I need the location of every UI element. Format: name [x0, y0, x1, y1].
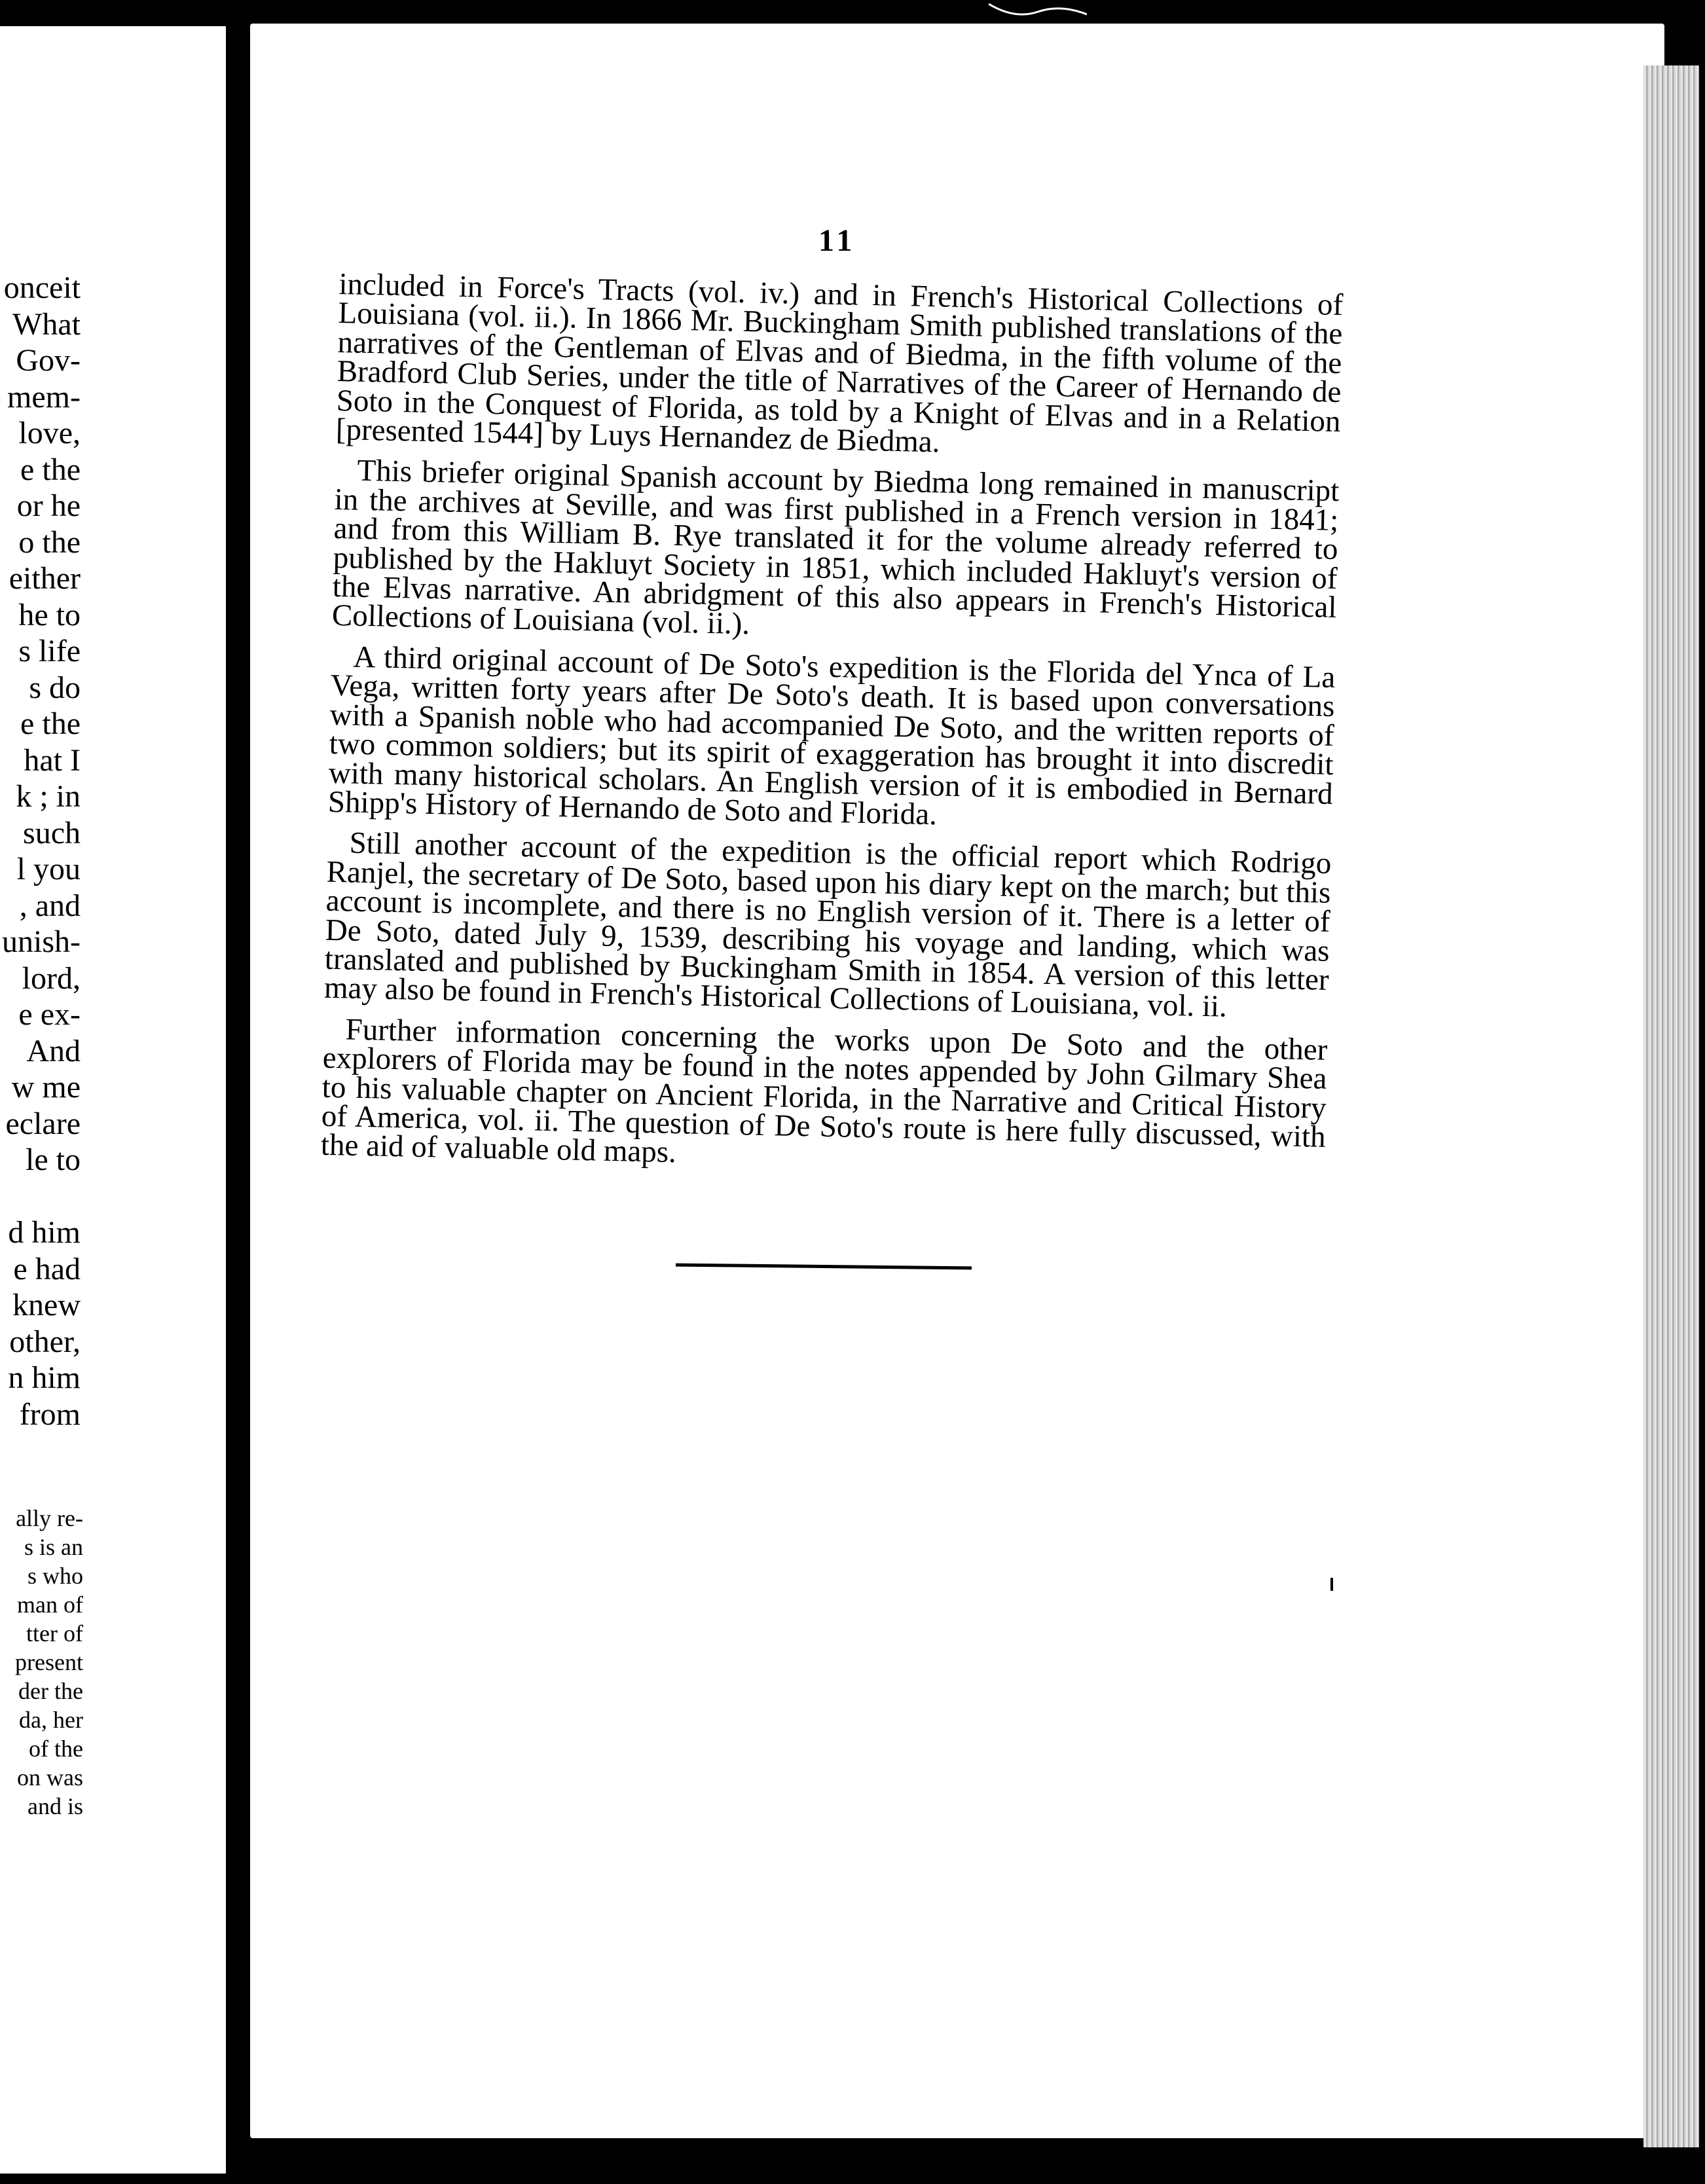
facing-page-line: k ; in — [16, 779, 81, 814]
facing-page-note-line: der the — [18, 1678, 83, 1704]
facing-page-line: or he — [16, 488, 81, 523]
facing-page-line: And — [26, 1033, 81, 1068]
facing-page-line: What — [12, 306, 81, 342]
facing-page-line: onceit — [3, 270, 81, 305]
paragraph-biedma-account: This briefer original Spanish account by Biedma long remained in manuscript in the archives at Seville, and was first published in a French version in 1841; and from this William B. Rye translated it for the volume already referred to published by the Hakluyt Society in 1851, which included Hakluyt's version of the Elvas narrative. An abridgment of this also appears in French's Historical Collections of Louisiana (vol. ii.). — [331, 454, 1340, 642]
facing-page-line: eclare — [5, 1106, 81, 1141]
page-edges-stack — [1643, 65, 1699, 2147]
facing-page-line: s do — [29, 670, 81, 705]
facing-page-line: Gov- — [16, 343, 81, 378]
facing-page-line: le to — [26, 1142, 81, 1177]
facing-page-line: w me — [11, 1070, 81, 1104]
paragraph-florida-del-ynca: A third original account of De Soto's expedition is the Florida del Ynca of La Vega, written forty years after De Soto's death. It is based upon conversations with a Spanish noble who had accompanied De Soto, and the written reports of two common soldiers; but its spirit of exaggeration has brought it into discredit with many historical scholars. An English version of it is embodied in Bernard Shipp's History of Hernando de Soto and Florida. — [327, 640, 1336, 832]
facing-page-line: knew — [12, 1288, 81, 1322]
facing-page-line: l you — [16, 852, 81, 886]
facing-page-fragment — [0, 26, 226, 2174]
facing-page-note-line: da, her — [19, 1707, 83, 1733]
facing-page-line: other, — [9, 1324, 81, 1359]
facing-page-note-line: man of — [17, 1592, 83, 1618]
facing-page-line: n him — [8, 1360, 81, 1395]
facing-page-line: such — [23, 815, 81, 850]
facing-page-line: mem- — [7, 379, 81, 414]
page-number: 11 — [818, 223, 856, 258]
facing-page-line: e ex- — [18, 997, 81, 1032]
paragraph-ranjel-report: Still another account of the expedition is the official report which Rodrigo Ranjel, the secretary of De Soto, based upon his diary kept on the march; but this account is incomplete, and there is no English version of it. There is a letter of De Soto, dated July 9, 1539, describing his voyage and landing, which was translated and published by Buckingham Smith in 1854. A version of this letter may also be found in French's Historical Collections of Louisiana, vol. ii. — [323, 826, 1332, 1024]
facing-page-note-line: ally re- — [16, 1505, 83, 1531]
facing-page-line: , and — [19, 888, 81, 923]
facing-page-line: e the — [20, 706, 81, 741]
facing-page-line: hat I — [24, 742, 81, 778]
facing-page-line: lord, — [22, 960, 81, 996]
facing-page-line: e the — [20, 452, 81, 487]
top-edge-mark — [989, 0, 1087, 26]
page-text-block — [320, 267, 1344, 1193]
book-gutter — [226, 20, 252, 2180]
facing-page-note-line: on was — [17, 1764, 83, 1791]
facing-page-line: from — [19, 1396, 81, 1432]
facing-page-note-line: tter of — [26, 1620, 83, 1647]
facing-page-line: d him — [8, 1215, 81, 1250]
facing-page-note-line: s is an — [24, 1534, 83, 1560]
paragraph-force-tracts: included in Force's Tracts (vol. iv.) and in French's Historical Collections of Louisiana (vol. ii.). In 1866 Mr. Buckingham Smith published translations of the narratives of the Gentleman of Elvas and of Biedma, in the fifth volume of the Bradford Club Series, under the title of Narratives of the Career of Hernando de Soto in the Conquest of Florida, as told by a Knight of Elvas and in a Relation [presented 1544] by Luys Hernandez de Biedma. — [335, 267, 1344, 460]
facing-page-line: love, — [18, 416, 81, 450]
facing-page-line: either — [9, 561, 81, 596]
facing-page-note-line: present — [15, 1649, 83, 1675]
margin-tick-mark — [1330, 1578, 1333, 1591]
paragraph-further-information: Further information concerning the works upon De Soto and the other explorers of Florida may be found in the notes appended by John Gilmary Shea to his valuable chapter on Ancient Florida, in the Narrative and Critical History of America, vol. ii. The question of De Soto's route is here fully discussed, with the aid of valuable old maps. — [320, 1012, 1328, 1170]
facing-page-line: he to — [18, 597, 81, 632]
facing-page-line: unish- — [2, 924, 81, 959]
facing-page-note-line: and is — [28, 1793, 83, 1819]
facing-page-line: e had — [13, 1251, 81, 1286]
facing-page-note-line: s who — [27, 1563, 83, 1589]
facing-page-line: o the — [18, 524, 81, 560]
facing-page-note-line: of the — [29, 1736, 83, 1762]
facing-page-line: s life — [18, 634, 81, 668]
